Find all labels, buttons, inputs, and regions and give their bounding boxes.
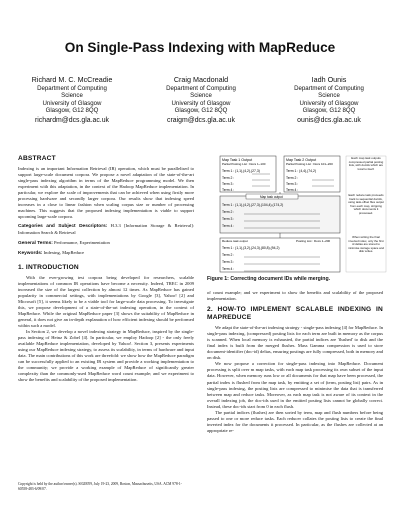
section-1-heading: 1. INTRODUCTION [18, 263, 79, 271]
figure-1-caption: Figure 1: Correcting document IDs while merging. [207, 276, 331, 282]
left-column [18, 155, 194, 383]
right-column-continuation: of count example; and we experiment to show the benefits and scalability of the proposed implementation. [207, 290, 383, 302]
author-city: Glasgow, G12 8QQ [302, 107, 356, 115]
author-univ: University of Glasgow [299, 99, 359, 107]
map-1-term-3: Term 3 : [222, 182, 235, 186]
keywords-text: Indexing, MapReduce [43, 249, 85, 255]
terms-line [18, 240, 194, 247]
author-dept: Department of Computing [37, 85, 107, 92]
section-1-paragraph-2: In Section 2, we develop a novel indexing strategy in MapReduce, inspired by the single-pass indexing of Heinz & Zobel [4]. In particular, we employ Hadoop [2] - the only freely available MapReduce implementation, developed by Yahoo!. Section 3, presents experiments using our MapReduce indexing strategy, to assess its scalability, in terms of hardware and input data. The main contributions of this work are threefold: we show how the MapReduce paradigm can be successfully applied to an existing IR system and provide a working implementation to the community; we provide a working example of MapReduce of significantly greater complexity than the commonly-used MapReduce word count example; and we experiment to show the benefits and scalability of the proposed implementation. [18, 329, 194, 383]
reduce-output-subtitle: Posting List : Docs 1~200 [296, 239, 331, 243]
reduce-term-1: Term 1 : (1,1),(3,2),(24,3),(80,8),(94,2) [222, 246, 280, 250]
terms-text: Performance, Experimentation [53, 239, 110, 245]
reduce-term-4: Term 4 : [222, 267, 235, 271]
sorted-term-1: Term 1 : (1,1),(4,2),(27,3),(104,4),(174,2) [222, 203, 284, 207]
map-1-term-4: Term 4 : [222, 188, 235, 192]
paper-title: On Single-Pass Indexing with MapReduce [64, 40, 336, 55]
sorted-output-box [220, 196, 340, 233]
keywords-label: Keywords: [18, 250, 43, 256]
terms-label: General Terms: [18, 240, 53, 246]
map-2-term-3: Term 3 : [286, 182, 299, 186]
categories-line [18, 223, 194, 236]
author-city: Glasgow, G12 8QQ [174, 107, 228, 115]
map-2-term-2: Term 2 : [286, 176, 299, 180]
keywords-line [18, 250, 194, 257]
copyright-footnote: Copyright is held by the author/owner(s). SIGIR'09, July 19-23, 2009, Boston, Massachusetts, USA. ACM 978-1-60558-483-6/09/07. [18, 482, 182, 491]
map-2-term-4: Term 4 : [286, 188, 299, 192]
map-1-term-2: Term 2 : [222, 176, 235, 180]
author-dept-2: Science [190, 92, 212, 100]
author-block [0, 75, 400, 145]
author-3 [269, 75, 389, 125]
author-dept: Department of Computing [166, 85, 236, 92]
note-2: Each reduce task proceeds back to sequential docids, using task-offset files output from each map, stripping which documents it processed. [348, 194, 384, 215]
section-2-heading: 2. HOW-TO IMPLEMENT SCALABLE INDEXING IN MAPREDUCE [207, 306, 383, 322]
author-univ: University of Glasgow [42, 99, 102, 107]
author-univ: University of Glasgow [171, 99, 231, 107]
note-3: When writing the final inverted index, only the first id deltas are stored to minimise storage space and disk writes. [348, 236, 384, 253]
sorted-output-label: Map task output [260, 194, 283, 199]
categories-label: Categories and Subject Descriptors: [18, 224, 108, 230]
map-1-term-1: Term 1 : (1,1),(4,2),(27,3) [222, 169, 260, 173]
map-task-1-title: Map Task 1 Output [222, 158, 253, 162]
figure-1-diagram [200, 154, 390, 276]
right-column [207, 290, 383, 434]
map-task-2-title: Map Task 2 Output [286, 158, 317, 162]
sorted-term-3: Term 3 : [222, 217, 235, 221]
author-name: Iadh Ounis [311, 75, 347, 84]
abstract-text: Indexing is an important Information Retrieval (IR) operation, which must be parallelised to support large-scale document corpora. We propose a novel adaptation of the state-of-the-art single-pass indexing algorithm in terms of the MapReduce programming model. We then experiment with this adaptation, in the context of the Hadoop MapReduce implementation. In particular, we explore the scale of improvements that can be achieved when using firstly more processing hardware and secondly larger corpora. Our results show that indexing speed increases in a close to linear fashion when scaling corpus size or number of processing machines. This suggests that the proposed indexing implementation is viable to support upcoming large-scale corpora. [18, 166, 194, 220]
reduce-output-label: Reduce task output [222, 239, 248, 243]
reduce-term-3: Term 3 : [222, 260, 235, 264]
author-1 [12, 75, 132, 125]
author-dept: Department of Computing [294, 85, 364, 92]
figure-1 [200, 154, 390, 276]
author-email: craigm@dcs.gla.ac.uk [167, 116, 235, 124]
reduce-output-box [220, 238, 340, 272]
section-2-paragraph-3: The partial indices (flushes) are then sorted by term, map and flush numbers before being passed to one or more reduce tasks. Each reducer collates the posting lists to create the final inverted index for the documents it processed. In particular, as the flushes are collected at an appropriate re- [207, 409, 383, 433]
map-2-term-1: Term 1 : (4,4),(74,2) [286, 169, 316, 173]
section-2-paragraph-1: We adapt the state-of-the-art indexing strategy - single-pass indexing [4] for MapReduce. In single-pass indexing, (compressed) posting lists for each term are built in memory as the corpus is scanned. When local memory is exhausted, the partial indices are 'flushed' to disk and the final index is built from the merged flushes. Mass Gamma compression is used to store document-identifier (doc-id) deltas, ensuring postings are fully compressed, both in memory and on disk. [207, 325, 383, 361]
section-1-paragraph-1: With the ever-growing test corpora being developed for researchers, scalable implementations of common IR operations have become a necessity. Indeed, TREC in 2009 increased the size of the largest collection by almost 12 times. As MapReduce has gained popularity in commercial settings, with implementations by Google [3], Yahoo! [2] and Microsoft [5], it seems likely to be a viable tool for large-scale data processing. To investigate this, we propose development of a state-of-the-art indexing operation, in the context of MapReduce. While the original MapReduce paper [3] shows the suitability of MapReduce in general, it does not give an in-depth explanation of how efficient indexing should be performed within such a model. [18, 274, 194, 328]
author-dept-2: Science [61, 92, 83, 100]
author-email: richardm@dcs.gla.ac.uk [34, 116, 109, 124]
categories-text: H.3.3 [Information Storage & Retrieval]: Information Search & Retrieval [18, 223, 195, 236]
author-city: Glasgow, G12 8QQ [45, 107, 99, 115]
author-name: Richard M. C. McCreadie [31, 75, 113, 84]
map-task-2-subtitle: Partial Posting List : Docs 101~200 [286, 162, 333, 166]
reduce-term-2: Term 2 : [222, 253, 235, 257]
note-1: Each map task outputs compressed partial posting lists, with docids which are local to itself. [348, 157, 384, 171]
sorted-term-2: Term 2 : [222, 210, 235, 214]
section-2-paragraph-2: We now propose a correction for single-pass indexing into MapReduce. Document processing is split over m map tasks, with each map task processing its own subset of the input data. However, when memory runs low or all documents for that map have been processed, the partial index is flushed from the map task, by emitting a set of (term, posting list) pairs. As in single-pass indexing, the posting lists are compressed to minimise the data that is transferred between map and reduce tasks. Moreover, as each map task is not aware of its context in the overall indexing job, the doc-ids used in the emitted posting lists cannot be globally correct. Instead, these doc-ids start from 0 in each flush. [207, 361, 383, 409]
author-name: Craig Macdonald [173, 75, 229, 84]
author-email: ounis@dcs.gla.ac.uk [297, 116, 361, 124]
author-dept-2: Science [318, 92, 340, 100]
abstract-heading: ABSTRACT [18, 155, 56, 162]
sorted-term-4: Term 4 : [222, 224, 235, 228]
author-2 [141, 75, 261, 125]
map-task-1-subtitle: Partial Posting List : Docs 1~100 [222, 162, 266, 166]
